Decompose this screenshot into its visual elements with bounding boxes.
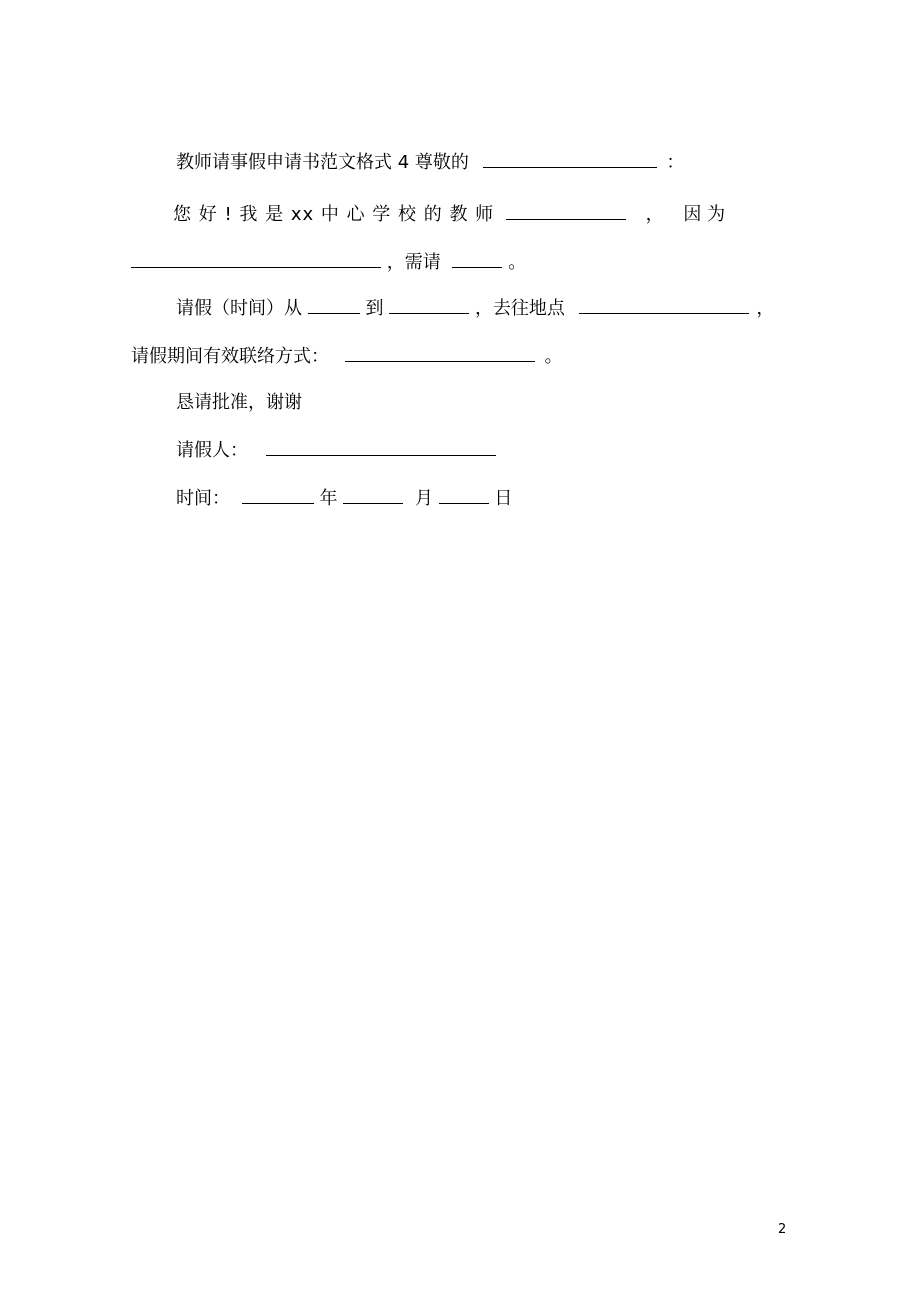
leave-type-blank[interactable] — [452, 250, 502, 268]
applicant-line — [176, 438, 496, 463]
time-text: 时间： — [176, 488, 230, 509]
leave-time-line — [176, 296, 774, 321]
end-time-blank[interactable] — [389, 296, 469, 314]
addressee-blank[interactable] — [483, 150, 657, 168]
period: 。 — [508, 252, 527, 273]
comma: ， — [645, 204, 664, 225]
title-text: 教师请事假申请书范文格式 4 尊敬的 — [176, 152, 469, 173]
reason-blank[interactable] — [131, 250, 381, 268]
goto-text: ，去往地点 — [474, 298, 565, 319]
year-blank[interactable] — [242, 486, 314, 504]
year-text: 年 — [319, 488, 338, 509]
destination-blank[interactable] — [579, 296, 749, 314]
month-text: 月 — [414, 488, 433, 509]
page-number: 2 — [778, 1222, 787, 1237]
greeting-text: 您 好 ! 我 是 xx 中 心 学 校 的 教 师 — [173, 204, 495, 225]
period: 。 — [544, 346, 563, 367]
greeting-line — [173, 202, 725, 227]
request-text: 恳请批准，谢谢 — [176, 392, 302, 413]
start-time-blank[interactable] — [308, 296, 360, 314]
applicant-blank[interactable] — [266, 438, 496, 456]
reason-line — [131, 250, 526, 275]
teacher-name-blank[interactable] — [506, 202, 626, 220]
date-line — [176, 486, 512, 511]
colon: ： — [666, 152, 685, 173]
because-text: 因 为 — [683, 204, 726, 225]
month-blank[interactable] — [343, 486, 403, 504]
comma: ， — [756, 298, 775, 319]
request-line — [176, 391, 302, 415]
contact-blank[interactable] — [345, 344, 535, 362]
need-text: ，需请 — [386, 252, 441, 273]
contact-text: 请假期间有效联络方式： — [131, 346, 329, 367]
day-text: 日 — [494, 488, 513, 509]
leave-time-text: 请假（时间）从 — [176, 298, 302, 319]
applicant-text: 请假人： — [176, 440, 248, 461]
title-line — [176, 150, 684, 175]
contact-line — [131, 344, 562, 369]
to-text: 到 — [365, 298, 384, 319]
day-blank[interactable] — [439, 486, 489, 504]
